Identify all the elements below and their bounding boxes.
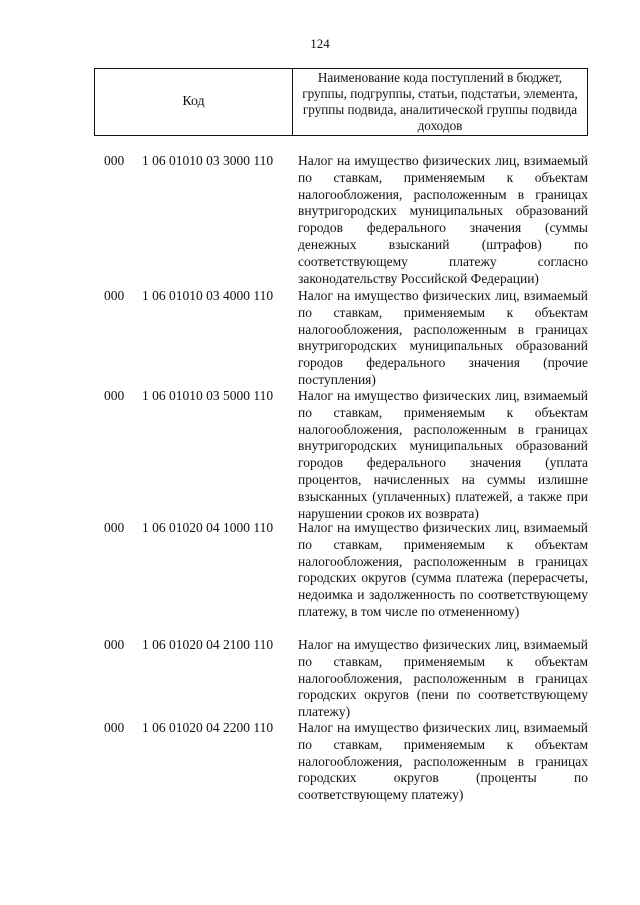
budget-code: 1 06 01020 04 2200 110: [142, 720, 274, 735]
admin-code: 000: [104, 153, 125, 168]
budget-code: 1 06 01020 04 1000 110: [142, 520, 274, 535]
admin-code: 000: [104, 388, 125, 403]
code-description: Налог на имущество физических лиц, взимаемый по ставкам, применяемым к объектам налогообложения, расположенным в границах внутригородских муниципальных образований городов федерального значения (прочие поступления): [298, 288, 588, 387]
budget-code: 1 06 01010 03 4000 110: [142, 288, 274, 303]
code-description: Налог на имущество физических лиц, взимаемый по ставкам, применяемым к объектам налогообложения, расположенным в границах городских округов (пени по соответствующему платежу): [298, 637, 588, 720]
name-column-header: Наименование кода поступлений в бюджет, группы, подгруппы, статьи, подстатьи, элемента, группы подвида, аналитической группы подвида доходов: [302, 70, 578, 133]
admin-code: 000: [104, 520, 125, 535]
code-description: Налог на имущество физических лиц, взимаемый по ставкам, применяемым к объектам налогообложения, расположенным в границах внутригородских муниципальных образований городов федерального значения (суммы денежных взысканий (штрафов) по соответствующему платежу согласно законодательству Российской Федерации): [298, 153, 588, 286]
code-description: Налог на имущество физических лиц, взимаемый по ставкам, применяемым к объектам налогообложения, расположенным в границах внутригородских муниципальных образований городов федерального значения (уплата процентов, начисленных на суммы излишне взысканных (уплаченных) платежей, а также при нарушении сроков их возврата): [298, 388, 588, 521]
admin-code: 000: [104, 288, 125, 303]
budget-code: 1 06 01020 04 2100 110: [142, 637, 274, 652]
budget-code: 1 06 01010 03 5000 110: [142, 388, 274, 403]
admin-code: 000: [104, 720, 125, 735]
table-header: [94, 68, 588, 136]
admin-code: 000: [104, 637, 125, 652]
budget-code: 1 06 01010 03 3000 110: [142, 153, 274, 168]
code-description: Налог на имущество физических лиц, взимаемый по ставкам, применяемым к объектам налогообложения, расположенным в границах городских округов (проценты по соответствующему платежу): [298, 720, 588, 803]
page-number: 124: [310, 36, 330, 51]
code-column-header: Код: [95, 69, 293, 135]
code-description: Налог на имущество физических лиц, взимаемый по ставкам, применяемым к объектам налогообложения, расположенным в границах городских округов (сумма платежа (перерасчеты, недоимка и задолженность по соответствующему платежу, в том числе по отмененному): [298, 520, 588, 619]
